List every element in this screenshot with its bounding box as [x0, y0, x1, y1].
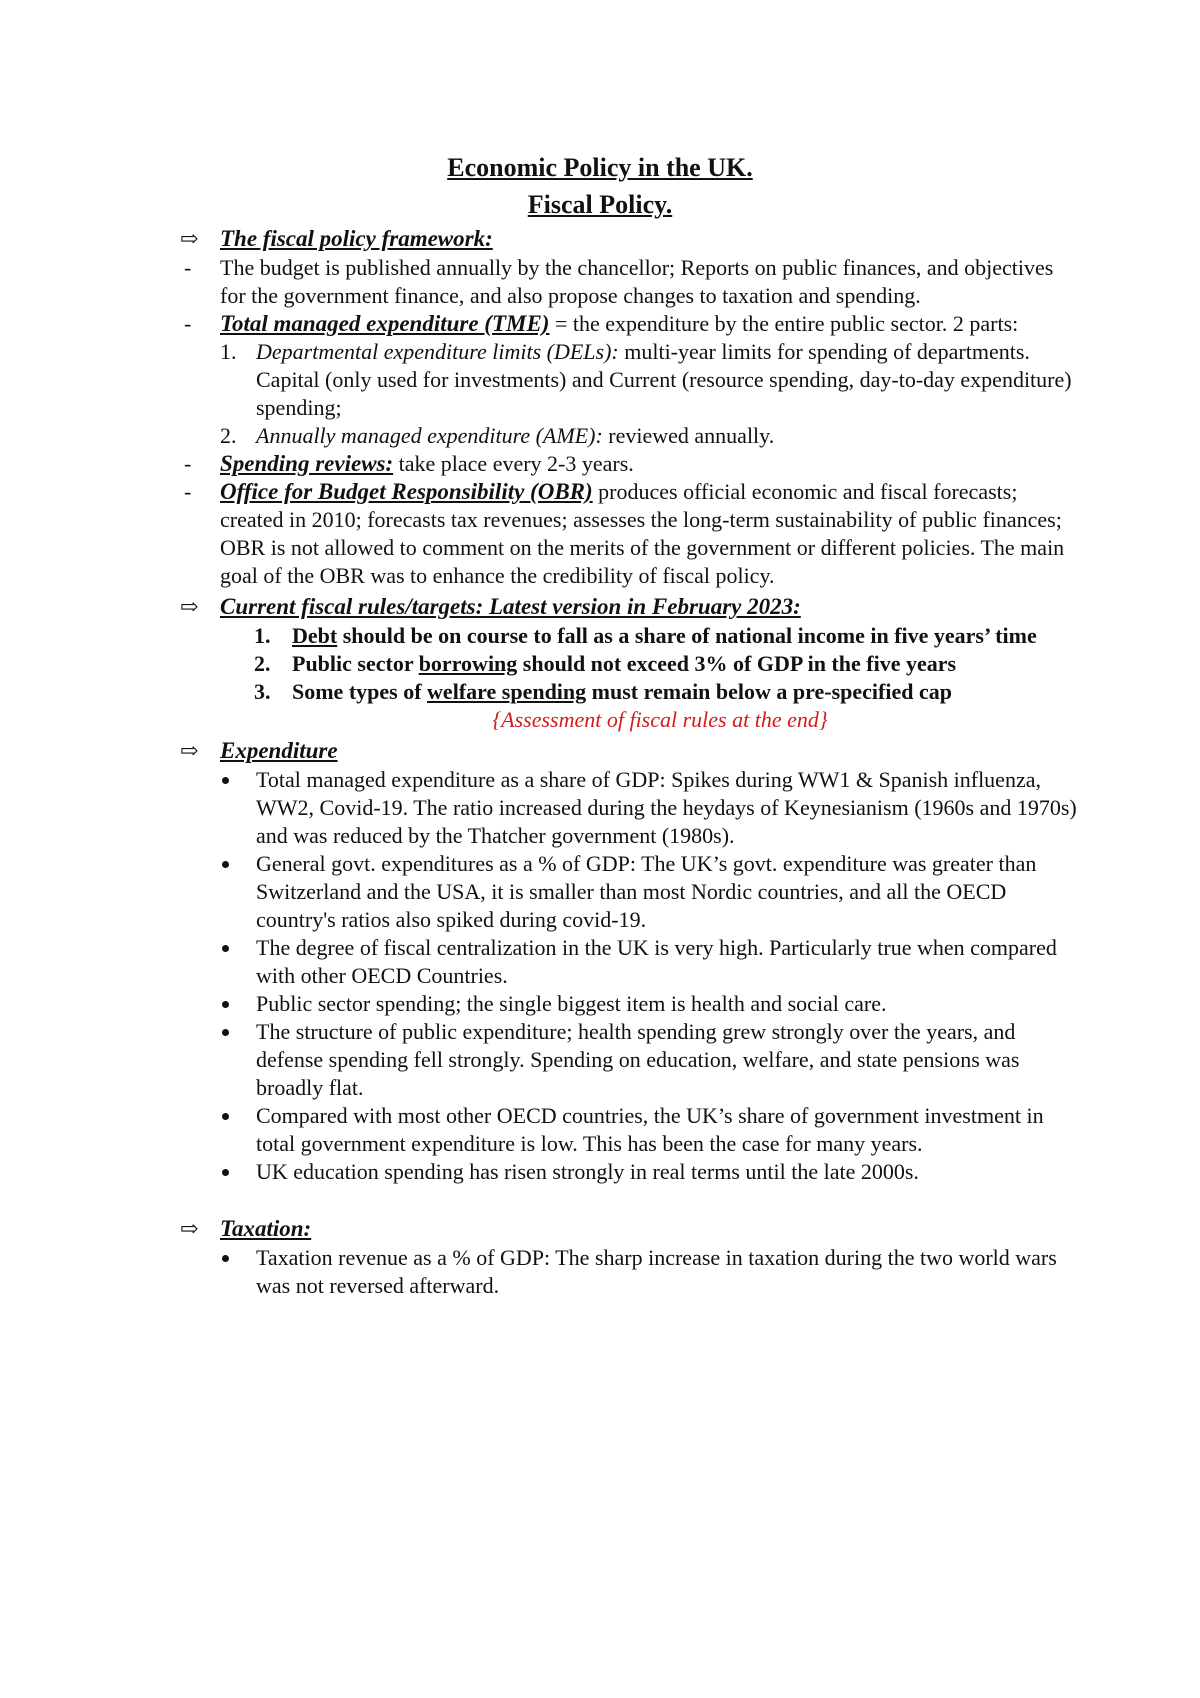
dels-text: multi-year limits for spending of departments. Capital (only used for investments) and Current (resource spending, day-to-day expenditure) spending;	[256, 339, 1072, 420]
list-item: Total managed expenditure as a share of GDP: Spikes during WW1 & Spanish influenza, WW2, Covid-19. The ratio increased during the heydays of Keynesianism (1960s and 1970s) and was reduced by the Thatcher government (1980s).	[180, 766, 1080, 850]
tme-text: = the expenditure by the entire public sector. 2 parts:	[549, 311, 1019, 336]
section-heading-taxation: ⇨ Taxation:	[180, 1214, 1080, 1244]
title-line-1: Economic Policy in the UK.	[447, 153, 753, 182]
rule-keyword: welfare spending	[427, 679, 587, 704]
list-item: Public sector spending; the single biggest item is health and social care.	[180, 990, 1080, 1018]
document-title	[0, 149, 1200, 223]
arrow-icon: ⇨	[180, 594, 199, 619]
list-item: The degree of fiscal centralization in the UK is very high. Particularly true when compared with other OECD Countries.	[180, 934, 1080, 990]
list-item: Compared with most other OECD countries, the UK’s share of government investment in total government expenditure is low. This has been the case for many years.	[180, 1102, 1080, 1158]
list-item-ame	[180, 422, 1080, 450]
rule-keyword: borrowing	[418, 651, 518, 676]
section-heading-expenditure: ⇨ Expenditure	[180, 736, 1080, 766]
list-item: Taxation revenue as a % of GDP: The sharp increase in taxation during the two world wars was not reversed afterward.	[180, 1244, 1080, 1300]
list-item-spending-reviews	[180, 450, 1080, 478]
title-line-2: Fiscal Policy.	[527, 190, 673, 219]
tme-term: Total managed expenditure (TME)	[220, 311, 550, 336]
obr-term: Office for Budget Responsibility (OBR)	[220, 479, 593, 504]
arrow-icon: ⇨	[180, 226, 199, 251]
list-number: 2.	[254, 651, 271, 676]
list-number: 3.	[254, 679, 271, 704]
ame-text: reviewed annually.	[602, 423, 775, 448]
dash-marker: -	[184, 451, 192, 476]
dash-marker: -	[184, 255, 192, 280]
ame-term: Annually managed expenditure (AME):	[256, 423, 603, 448]
list-item: General govt. expenditures as a % of GDP: The UK’s govt. expenditure was greater than Switzerland and the USA, it is smaller than most Nordic countries, and all the OECD country's ratios also spiked during covid-19.	[180, 850, 1080, 934]
list-item-tme	[180, 310, 1080, 338]
bullet-icon	[222, 1113, 229, 1120]
list-item-dels	[180, 338, 1080, 422]
dash-marker: -	[184, 479, 192, 504]
budget-text: The budget is published annually by the chancellor; Reports on public finances, and objectives for the government finance, and also propose changes to taxation and spending.	[220, 255, 1054, 308]
list-number: 2.	[220, 423, 237, 448]
bullet-icon	[222, 861, 229, 868]
dash-marker: -	[184, 311, 192, 336]
rule-item-borrowing: 2. Public sector borrowing should not exceed 3% of GDP in the five years	[254, 651, 957, 676]
spending-reviews-term: Spending reviews:	[220, 451, 394, 476]
arrow-icon: ⇨	[180, 738, 199, 763]
bullet-icon	[222, 777, 229, 784]
bullet-icon	[222, 1169, 229, 1176]
rule-item-welfare: 3. Some types of welfare spending must remain below a pre-specified cap	[254, 679, 952, 704]
spending-reviews-text: take place every 2-3 years.	[393, 451, 634, 476]
arrow-icon: ⇨	[180, 1216, 199, 1241]
rule-keyword: Debt	[292, 623, 338, 648]
bullet-icon	[222, 945, 229, 952]
obr-text: produces official economic and fiscal forecasts; created in 2010; forecasts tax revenues; assesses the long-term sustainability of public finances; OBR is not allowed to comment on the merits of the government or different policies. The main goal of the OBR was to enhance the credibility of fiscal policy.	[220, 479, 1065, 588]
list-number: 1.	[254, 623, 271, 648]
list-item-obr	[180, 478, 1080, 590]
assessment-note: {Assessment of fiscal rules at the end}	[492, 707, 828, 732]
list-item: The structure of public expenditure; health spending grew strongly over the years, and defense spending fell strongly. Spending on education, welfare, and state pensions was broadly flat.	[180, 1018, 1080, 1102]
bullet-icon	[222, 1029, 229, 1036]
bullet-icon	[222, 1001, 229, 1008]
list-item: UK education spending has risen strongly in real terms until the late 2000s.	[180, 1158, 1080, 1186]
dels-term: Departmental expenditure limits (DELs):	[256, 339, 619, 364]
document-body	[180, 224, 1080, 1300]
list-item-budget	[180, 254, 1080, 310]
section-heading-rules: ⇨ Current fiscal rules/targets: Latest version in February 2023:	[180, 592, 1080, 622]
bullet-icon	[222, 1255, 229, 1262]
rule-item-debt: 1. Debt should be on course to fall as a share of national income in five years’ time	[254, 623, 1037, 648]
list-number: 1.	[220, 339, 237, 364]
section-heading-framework: ⇨ The fiscal policy framework:	[180, 224, 1080, 254]
